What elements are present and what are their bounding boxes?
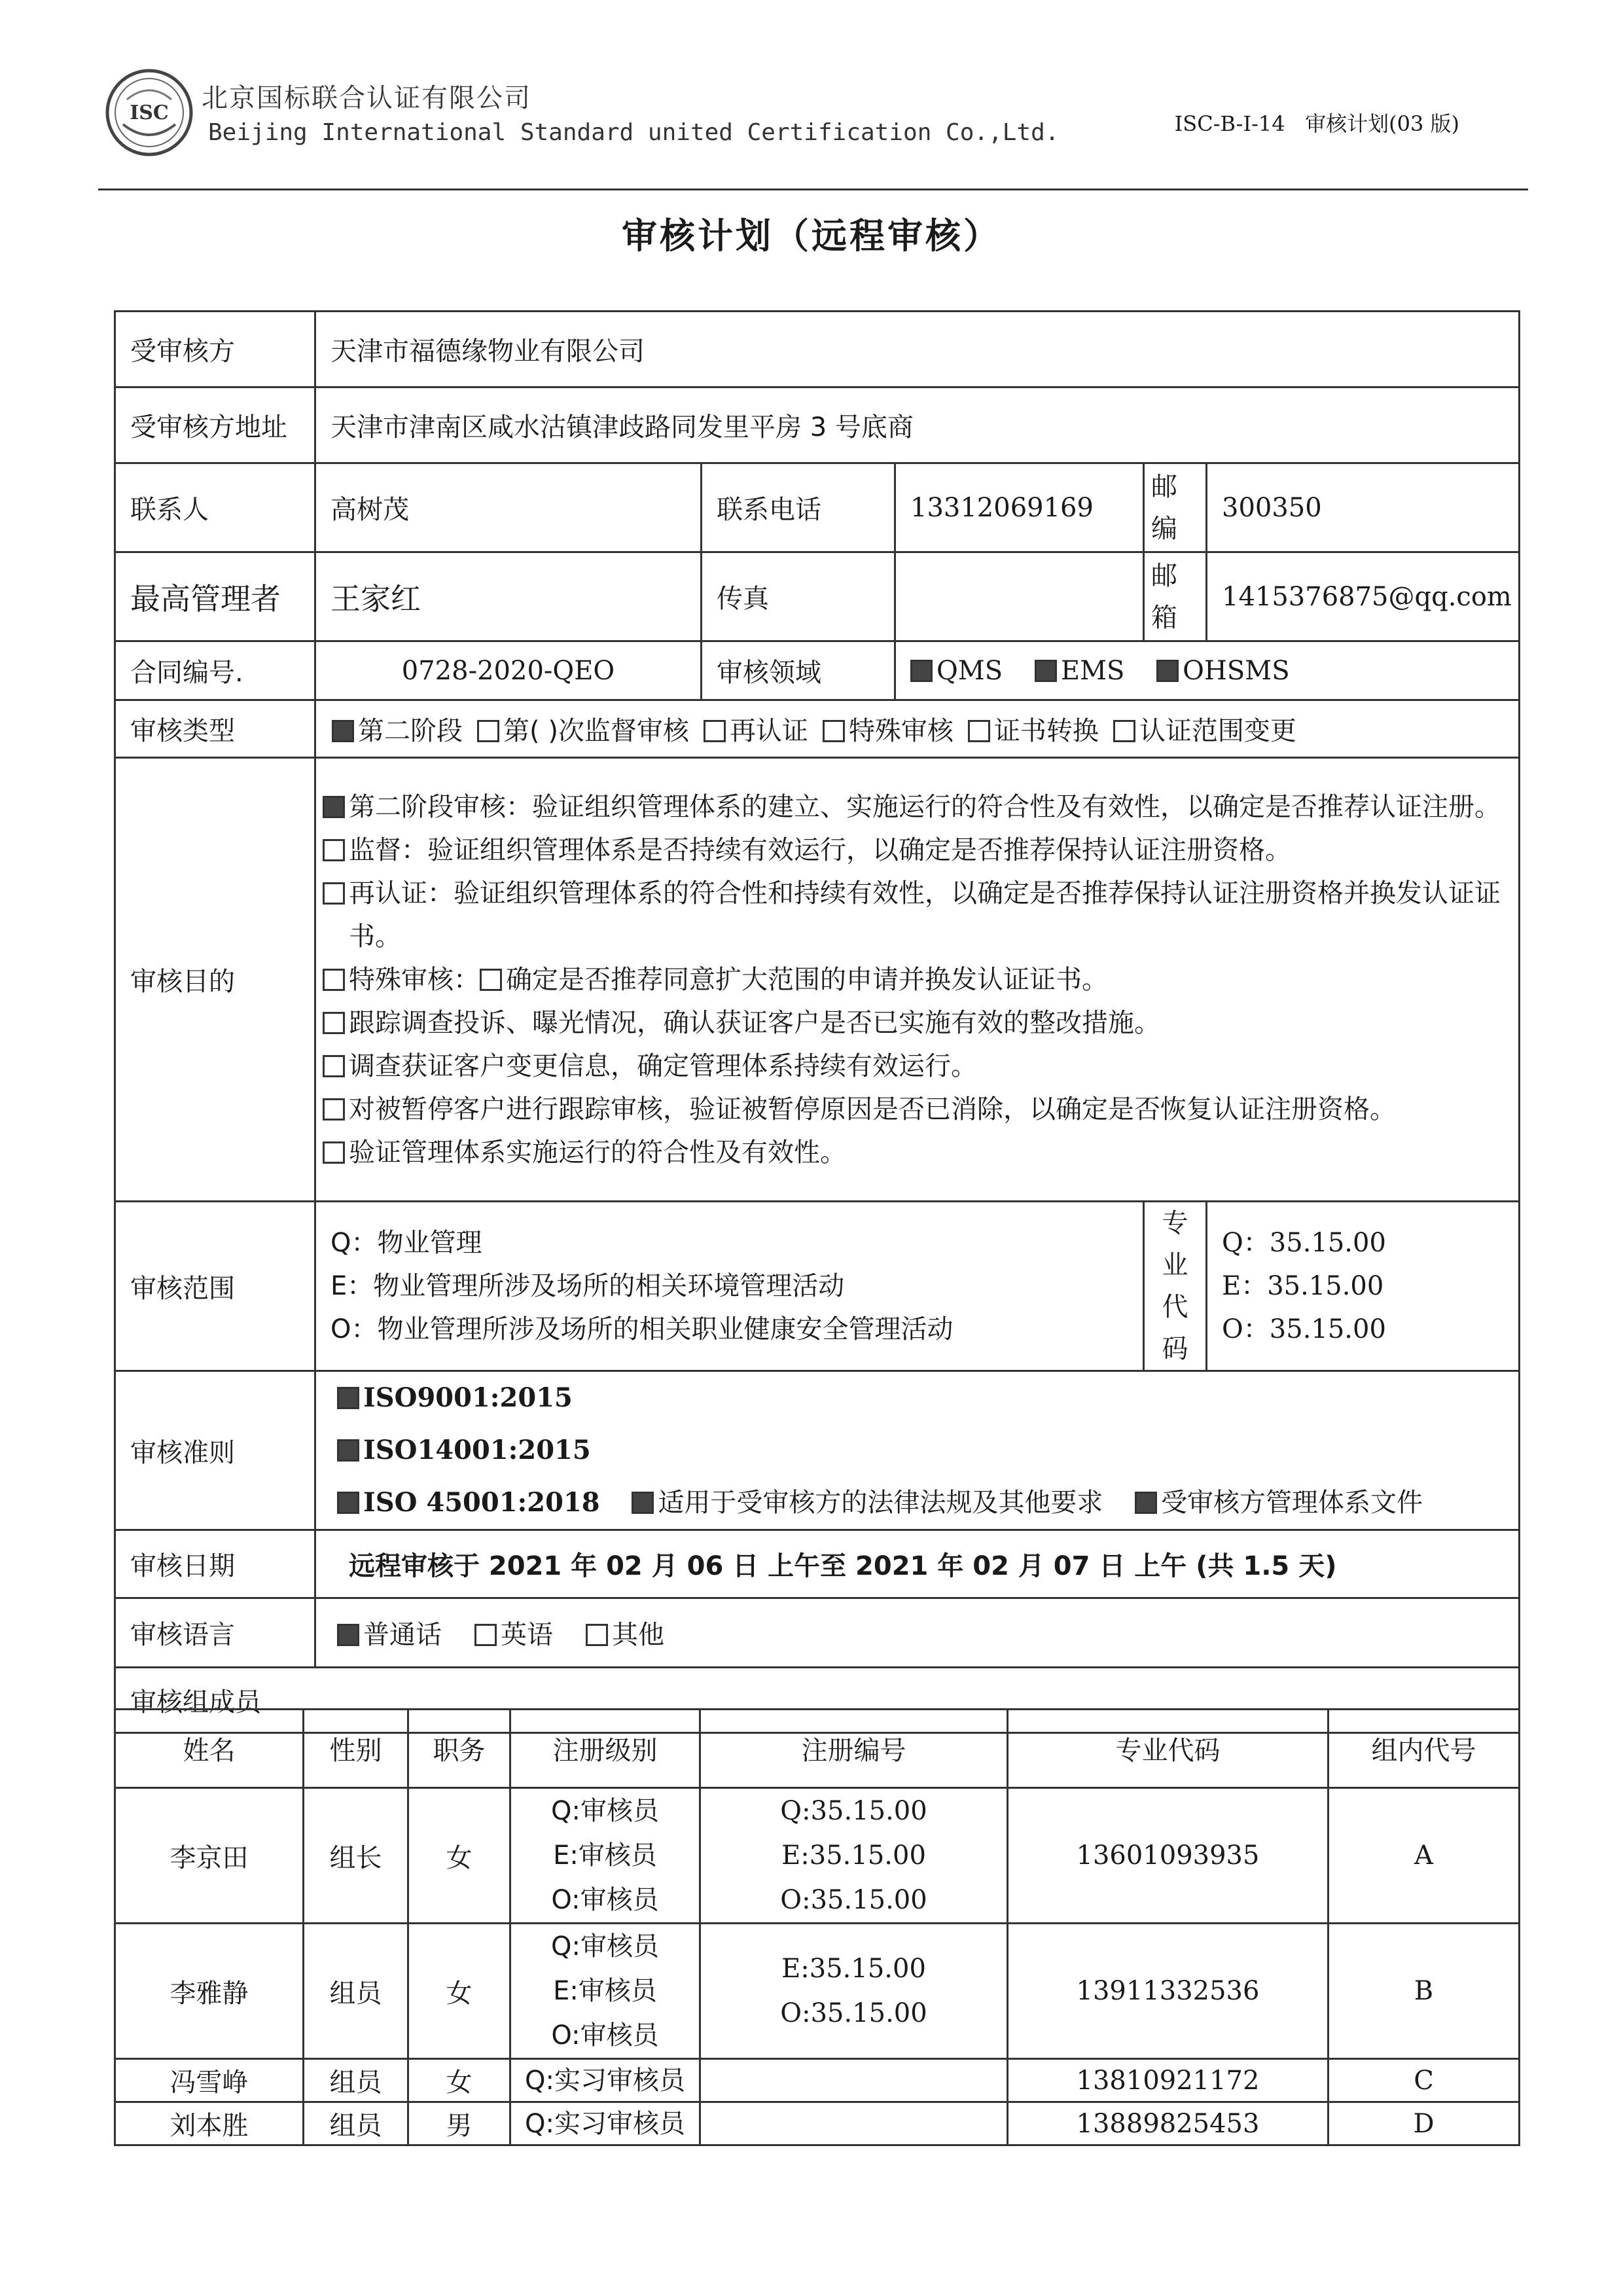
address-label: 受审核方地址 bbox=[115, 387, 315, 463]
member-name: 冯雪峥 bbox=[115, 2059, 304, 2102]
checkbox-icon[interactable] bbox=[586, 1624, 608, 1646]
fax-value bbox=[895, 552, 1144, 641]
email-label: 邮箱 bbox=[1144, 552, 1207, 641]
criteria-label: 审核准则 bbox=[115, 1371, 315, 1530]
member-codes bbox=[700, 1788, 1008, 1924]
member-levels bbox=[510, 1924, 700, 2059]
checkbox-icon[interactable] bbox=[1113, 720, 1135, 742]
checkbox-icon[interactable] bbox=[323, 1055, 345, 1077]
audit-type-label: 审核类型 bbox=[115, 700, 315, 758]
row-contract bbox=[115, 641, 1520, 700]
purpose-text: 调查获证客户变更信息，确定管理体系持续有效运行。 bbox=[349, 1050, 977, 1081]
column-header: 性别 bbox=[304, 1710, 408, 1788]
row-contact bbox=[115, 463, 1520, 552]
table-header-row bbox=[115, 1710, 1520, 1788]
scope-line-e: E：物业管理所涉及场所的相关环境管理活动 bbox=[330, 1271, 845, 1301]
audit-team-table bbox=[114, 1708, 1520, 2146]
code-line: E:35.15.00 bbox=[781, 1954, 926, 1984]
criteria-iso14001: ISO14001:2015 bbox=[337, 1424, 1504, 1477]
option-label: 认证范围变更 bbox=[1139, 716, 1296, 746]
row-scope bbox=[115, 1202, 1520, 1371]
checkbox-icon[interactable] bbox=[323, 839, 345, 861]
language-option[interactable] bbox=[337, 1620, 442, 1650]
code-line: O:35.15.00 bbox=[780, 1885, 927, 1915]
member-rows bbox=[115, 1788, 1520, 2145]
domain-qms[interactable]: QMS bbox=[910, 656, 1003, 686]
member-role: 组员 bbox=[304, 2059, 408, 2102]
member-levels bbox=[510, 1788, 700, 1924]
audit-type-option[interactable] bbox=[823, 716, 954, 746]
row-language bbox=[115, 1598, 1520, 1668]
domain-options bbox=[895, 641, 1520, 700]
audit-type-option[interactable] bbox=[332, 716, 463, 746]
checkbox-icon[interactable] bbox=[332, 720, 354, 742]
purpose-text: 再认证：验证组织管理体系的符合性和持续有效性，以确定是否推荐保持认证注册资格并换发认证证书。 bbox=[349, 878, 1501, 952]
address-value: 天津市津南区咸水沽镇津歧路同发里平房 3 号底商 bbox=[315, 387, 1520, 463]
purpose-label: 审核目的 bbox=[115, 758, 315, 1202]
contract-value: 0728-2020-QEO bbox=[315, 641, 702, 700]
postcode-label: 邮编 bbox=[1144, 463, 1207, 552]
date-value: 远程审核于 2021 年 02 月 06 日 上午至 2021 年 02 月 07 日 上午 (共 1.5 天) bbox=[315, 1530, 1520, 1598]
member-group-code: A bbox=[1329, 1788, 1520, 1924]
member-phone: 13601093935 bbox=[1008, 1788, 1329, 1924]
option-label: 普通话 bbox=[363, 1620, 442, 1650]
logo-text: ISC bbox=[130, 101, 169, 124]
scope-label: 审核范围 bbox=[115, 1202, 315, 1371]
checkbox-icon[interactable] bbox=[323, 969, 345, 991]
purpose-text: 监督：验证组织管理体系是否持续有效运行，以确定是否推荐保持认证注册资格。 bbox=[349, 834, 1291, 865]
member-levels bbox=[510, 2102, 700, 2145]
member-name: 刘本胜 bbox=[115, 2102, 304, 2145]
member-name: 李雅静 bbox=[115, 1924, 304, 2059]
criteria-laws: 适用于受审核方的法律法规及其他要求 bbox=[632, 1488, 1103, 1518]
manager-value: 王家红 bbox=[315, 552, 702, 641]
table-row bbox=[115, 1924, 1520, 2059]
option-label: 证书转换 bbox=[993, 716, 1099, 746]
checkbox-icon bbox=[910, 660, 933, 682]
domain-label: 审核领域 bbox=[702, 641, 895, 700]
purpose-item bbox=[320, 872, 1512, 958]
checkbox-icon bbox=[1135, 1492, 1157, 1514]
member-phone: 13889825453 bbox=[1008, 2102, 1329, 2145]
column-header: 姓名 bbox=[115, 1710, 304, 1788]
language-label: 审核语言 bbox=[115, 1598, 315, 1668]
purpose-item bbox=[320, 958, 1512, 1001]
row-auditee bbox=[115, 312, 1520, 387]
level-line: E:审核员 bbox=[553, 1840, 657, 1871]
scope-line-q: Q：物业管理 bbox=[330, 1228, 482, 1258]
member-gender: 男 bbox=[408, 2102, 510, 2145]
level-line: Q:审核员 bbox=[551, 1931, 659, 1962]
checkbox-icon bbox=[337, 1492, 359, 1514]
checkbox-icon bbox=[1035, 660, 1057, 682]
purpose-list bbox=[315, 758, 1520, 1202]
purpose-text: 验证管理体系实施运行的符合性及有效性。 bbox=[349, 1137, 846, 1168]
checkbox-icon[interactable] bbox=[323, 1012, 345, 1034]
option-label: 再认证 bbox=[729, 716, 808, 746]
checkbox-icon[interactable] bbox=[323, 1141, 345, 1164]
option-label: 其他 bbox=[612, 1620, 664, 1650]
checkbox-icon[interactable] bbox=[323, 1098, 345, 1121]
language-options bbox=[315, 1598, 1520, 1668]
date-label: 审核日期 bbox=[115, 1530, 315, 1598]
member-gender: 女 bbox=[408, 1788, 510, 1924]
phone-label: 联系电话 bbox=[702, 463, 895, 552]
manager-label: 最高管理者 bbox=[115, 552, 315, 641]
member-phone: 13911332536 bbox=[1008, 1924, 1329, 2059]
company-name-cn: 北京国标联合认证有限公司 bbox=[202, 83, 531, 113]
audit-plan-form bbox=[114, 310, 1520, 1734]
level-line: E:审核员 bbox=[553, 1976, 657, 2006]
code-label: 专业代码 bbox=[1144, 1202, 1207, 1371]
level-line: Q:实习审核员 bbox=[525, 2108, 685, 2139]
page-header bbox=[98, 65, 1525, 190]
purpose-text: 对被暂停客户进行跟踪审核，验证被暂停原因是否已消除，以确定是否恢复认证注册资格。 bbox=[349, 1094, 1396, 1124]
purpose-item bbox=[320, 1001, 1512, 1045]
table-row bbox=[115, 2102, 1520, 2145]
doc-version-text: 审核计划(03 版) bbox=[1305, 111, 1459, 136]
audit-type-option[interactable] bbox=[704, 716, 808, 746]
postcode-value: 300350 bbox=[1207, 463, 1520, 552]
team-label: 审核组成员 bbox=[115, 1668, 1520, 1733]
checkbox-icon[interactable] bbox=[323, 796, 345, 818]
company-logo bbox=[103, 67, 195, 158]
auditee-label: 受审核方 bbox=[115, 312, 315, 387]
scope-line-o: O：物业管理所涉及场所的相关职业健康安全管理活动 bbox=[330, 1314, 954, 1344]
doc-code-text: ISC-B-I-14 bbox=[1174, 111, 1285, 136]
level-line: Q:审核员 bbox=[551, 1796, 659, 1826]
column-header: 注册级别 bbox=[510, 1710, 700, 1788]
language-option[interactable] bbox=[474, 1620, 553, 1650]
purpose-text: 特殊审核： bbox=[349, 964, 480, 995]
purpose-item bbox=[320, 1131, 1512, 1174]
option-label: 第二阶段 bbox=[358, 716, 463, 746]
member-levels bbox=[510, 2059, 700, 2102]
code-line: O:35.15.00 bbox=[780, 1998, 927, 2028]
domain-ems[interactable]: EMS bbox=[1035, 656, 1125, 686]
level-line: Q:实习审核员 bbox=[525, 2065, 685, 2096]
criteria-docs: 受审核方管理体系文件 bbox=[1135, 1488, 1423, 1518]
criteria-iso45001: ISO 45001:2018 bbox=[337, 1487, 600, 1518]
member-role: 组员 bbox=[304, 1924, 408, 2059]
checkbox-icon bbox=[337, 1439, 359, 1462]
header-divider bbox=[98, 188, 1528, 190]
criteria-line-3 bbox=[337, 1477, 1504, 1529]
member-codes bbox=[700, 2102, 1008, 2145]
table-row bbox=[115, 2059, 1520, 2102]
contract-label: 合同编号. bbox=[115, 641, 315, 700]
checkbox-icon[interactable] bbox=[323, 882, 345, 905]
member-codes bbox=[700, 2059, 1008, 2102]
column-header: 职务 bbox=[408, 1710, 510, 1788]
checkbox-icon[interactable] bbox=[337, 1624, 359, 1646]
purpose-text: 第二阶段审核：验证组织管理体系的建立、实施运行的符合性及有效性，以确定是否推荐认证注册。 bbox=[349, 791, 1501, 822]
scope-codes bbox=[1207, 1202, 1520, 1371]
option-label: 第( )次监督审核 bbox=[503, 716, 689, 746]
row-purpose bbox=[115, 758, 1520, 1202]
audit-type-options bbox=[315, 700, 1520, 758]
checkbox-icon[interactable] bbox=[968, 720, 990, 742]
column-header: 组内代号 bbox=[1329, 1710, 1520, 1788]
column-header: 专业代码 bbox=[1008, 1710, 1329, 1788]
checkbox-icon bbox=[337, 1387, 359, 1409]
checkbox-icon bbox=[1156, 660, 1179, 682]
row-criteria bbox=[115, 1371, 1520, 1530]
member-phone: 13810921172 bbox=[1008, 2059, 1329, 2102]
member-gender: 女 bbox=[408, 1924, 510, 2059]
column-header: 注册编号 bbox=[700, 1710, 1008, 1788]
purpose-subtext: 确定是否推荐同意扩大范围的申请并换发认证证书。 bbox=[506, 964, 1108, 995]
scope-lines bbox=[315, 1202, 1144, 1371]
level-line: O:审核员 bbox=[551, 2020, 659, 2051]
document-code bbox=[1175, 107, 1459, 137]
checkbox-icon bbox=[632, 1492, 654, 1514]
member-role: 组长 bbox=[304, 1788, 408, 1924]
purpose-text: 跟踪调查投诉、曝光情况，确认获证客户是否已实施有效的整改措施。 bbox=[349, 1007, 1160, 1038]
email-value: 1415376875@qq.com bbox=[1207, 552, 1520, 641]
scope-code-e: E：35.15.00 bbox=[1222, 1271, 1384, 1301]
audit-type-option[interactable] bbox=[477, 716, 689, 746]
code-line: E:35.15.00 bbox=[781, 1840, 926, 1871]
level-line: O:审核员 bbox=[551, 1885, 659, 1915]
row-manager bbox=[115, 552, 1520, 641]
checkbox-icon[interactable] bbox=[480, 969, 502, 991]
row-audit-type bbox=[115, 700, 1520, 758]
row-address bbox=[115, 387, 1520, 463]
criteria-list bbox=[315, 1371, 1520, 1530]
page-title: 审核计划（远程审核） bbox=[622, 215, 1001, 257]
contact-label: 联系人 bbox=[115, 463, 315, 552]
language-option[interactable] bbox=[586, 1620, 664, 1650]
company-name-en: Beijing International Standard united Certification Co.,Ltd. bbox=[208, 119, 1060, 146]
member-name: 李京田 bbox=[115, 1788, 304, 1924]
member-group-code: B bbox=[1329, 1924, 1520, 2059]
purpose-item bbox=[320, 1045, 1512, 1088]
checkbox-icon[interactable] bbox=[477, 720, 499, 742]
row-date bbox=[115, 1530, 1520, 1598]
contact-value: 高树茂 bbox=[315, 463, 702, 552]
scope-code-q: Q：35.15.00 bbox=[1222, 1228, 1386, 1258]
member-group-code: D bbox=[1329, 2102, 1520, 2145]
member-group-code: C bbox=[1329, 2059, 1520, 2102]
purpose-item bbox=[320, 829, 1512, 872]
member-gender: 女 bbox=[408, 2059, 510, 2102]
audit-type-option[interactable] bbox=[968, 716, 1099, 746]
phone-value: 13312069169 bbox=[895, 463, 1144, 552]
purpose-item bbox=[320, 785, 1512, 829]
audit-type-option[interactable] bbox=[1113, 716, 1296, 746]
auditee-value: 天津市福德缘物业有限公司 bbox=[315, 312, 1520, 387]
purpose-item bbox=[320, 1088, 1512, 1131]
checkbox-icon[interactable] bbox=[823, 720, 845, 742]
table-row bbox=[115, 1788, 1520, 1924]
fax-label: 传真 bbox=[702, 552, 895, 641]
member-codes bbox=[700, 1924, 1008, 2059]
checkbox-icon[interactable] bbox=[474, 1624, 497, 1646]
member-role: 组员 bbox=[304, 2102, 408, 2145]
option-label: 特殊审核 bbox=[848, 716, 954, 746]
domain-ohsms[interactable]: OHSMS bbox=[1156, 656, 1289, 686]
code-line: Q:35.15.00 bbox=[780, 1796, 927, 1826]
criteria-iso9001: ISO9001:2015 bbox=[337, 1372, 1504, 1424]
checkbox-icon[interactable] bbox=[704, 720, 726, 742]
option-label: 英语 bbox=[501, 1620, 553, 1650]
scope-code-o: O：35.15.00 bbox=[1222, 1314, 1386, 1344]
